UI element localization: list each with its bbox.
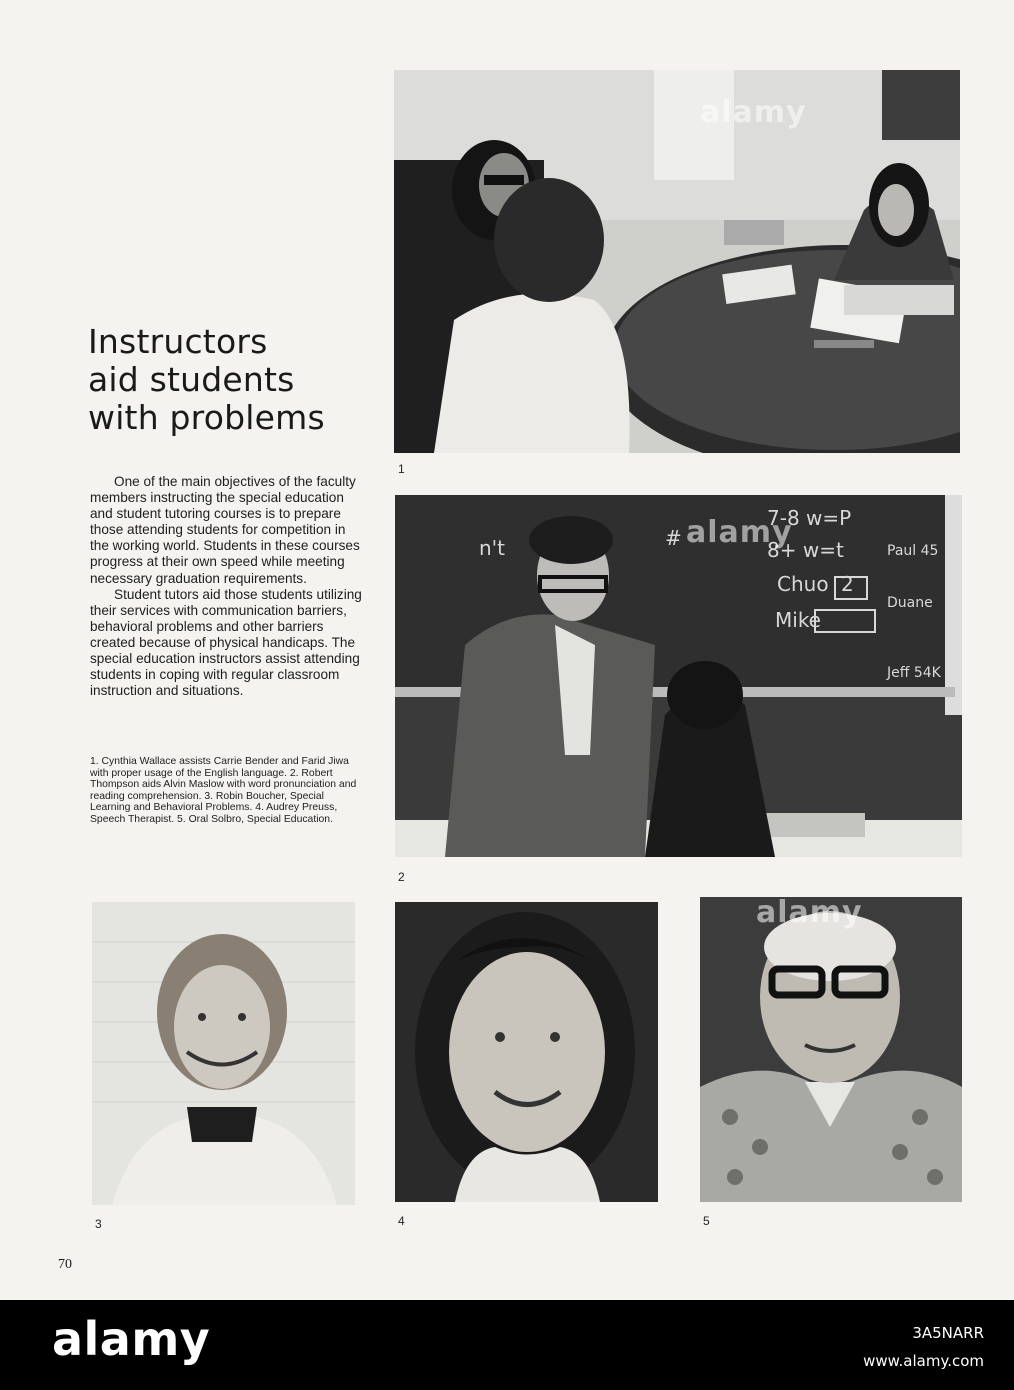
headline (88, 323, 378, 437)
chalk-text-2: 8+ w=t (767, 538, 844, 562)
watermark-brand-1: alamy (700, 95, 807, 130)
photo-captions: 1. Cynthia Wallace assists Carrie Bender and Farid Jiwa with proper usage of the English language. 2. Robert Thompson aids Alvin Maslow with word pronunciation and reading comprehension. 3. Robin Boucher, Special Learning and Behavioral Problems. 4. Audrey Preuss, Speech Therapist. 5. Oral Solbro, Special Education. (90, 756, 357, 825)
photo-1-number: 1 (398, 462, 405, 476)
chalk-text-3: Chuo (777, 572, 829, 596)
photo-3-portrait (92, 902, 355, 1205)
chalk-text-1: 7-8 w=P (767, 506, 852, 530)
chalk-text-4: 2 (841, 572, 854, 596)
chalk-text-5: Mike (775, 608, 821, 632)
chalk-text-8: Paul 45 (887, 543, 939, 559)
headline-line-2: aid students (88, 360, 295, 399)
page-number: 70 (58, 1257, 72, 1272)
chalk-text-9: Duane (887, 595, 933, 611)
article-body (90, 474, 365, 699)
paragraph-1: One of the main objectives of the faculty members instructing the special education and student tutoring courses is to prepare those attending students for competition in the working world. Students in these courses progress at their own speed while meeting necessary graduation requirements. (90, 474, 360, 586)
photo-3-number: 3 (95, 1217, 102, 1231)
chalk-text-7: # (665, 526, 682, 550)
photo-4-portrait (395, 902, 658, 1202)
watermark-brand-3: alamy (756, 895, 863, 930)
photo-5-portrait (700, 897, 962, 1202)
photo-2-number: 2 (398, 870, 405, 884)
site-url: www.alamy.com (863, 1352, 984, 1370)
chalk-text-6: n't (479, 536, 506, 560)
chalk-text-10: Jeff 54K (887, 665, 941, 681)
brand-logo: alamy (52, 1312, 211, 1366)
watermark-brand-2: alamy (686, 515, 793, 550)
photo-4-number: 4 (398, 1214, 405, 1228)
image-id: 3A5NARR (912, 1324, 984, 1342)
headline-line-1: Instructors (88, 322, 268, 361)
photo-1-tutoring-table (394, 70, 960, 453)
watermark-footer (0, 1300, 1014, 1390)
headline-line-3: with problems (88, 398, 325, 437)
photo-2-chalkboard-lesson (395, 495, 962, 857)
paragraph-2: Student tutors aid those students utilizing their services with communication barriers, behavioral problems and other barriers created because of physical handicaps. The special education instructors assist attending students in coping with regular classroom instruction and situations. (90, 586, 362, 699)
photo-5-number: 5 (703, 1214, 710, 1228)
